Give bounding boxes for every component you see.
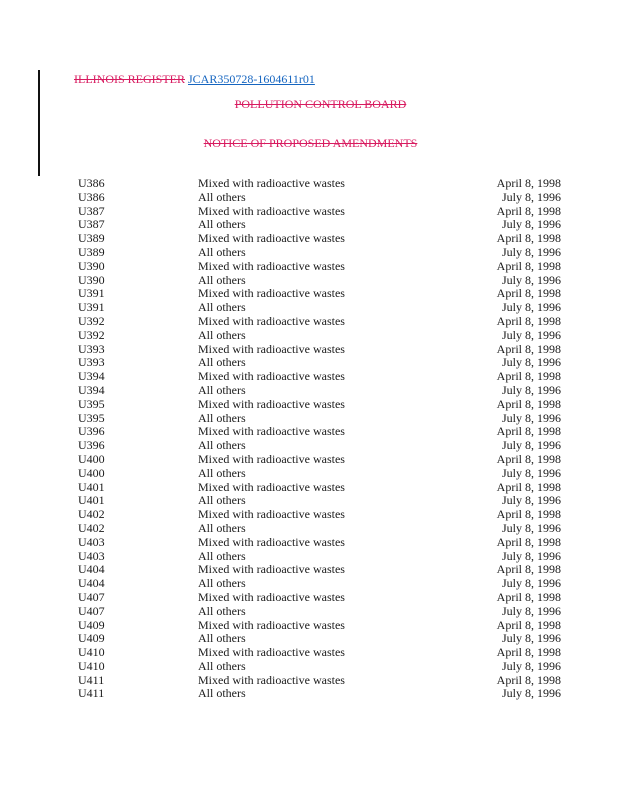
waste-description: Mixed with radioactive wastes — [198, 258, 345, 273]
revision-bar — [38, 70, 40, 176]
table-row — [0, 205, 621, 219]
waste-description: Mixed with radioactive wastes — [198, 589, 345, 604]
waste-description: Mixed with radioactive wastes — [198, 341, 345, 356]
waste-code: U400 — [78, 451, 105, 466]
effective-date: July 8, 1996 — [501, 244, 561, 259]
effective-date: July 8, 1996 — [501, 576, 561, 591]
effective-date: April 8, 1998 — [496, 396, 561, 411]
waste-code: U395 — [78, 410, 105, 425]
table-row — [0, 453, 621, 467]
notice-header — [0, 136, 621, 151]
waste-code: U409 — [78, 617, 105, 632]
table-row — [0, 356, 621, 370]
effective-date: July 8, 1996 — [501, 410, 561, 425]
effective-date: April 8, 1998 — [496, 203, 561, 218]
effective-date: July 8, 1996 — [501, 438, 561, 453]
effective-date: July 8, 1996 — [501, 548, 561, 563]
effective-date: July 8, 1996 — [501, 272, 561, 287]
waste-code: U403 — [78, 534, 105, 549]
waste-description: All others — [198, 217, 246, 232]
waste-code: U401 — [78, 479, 105, 494]
waste-description: All others — [198, 576, 246, 591]
table-row — [0, 191, 621, 205]
table-row — [0, 274, 621, 288]
waste-code-table — [0, 177, 621, 701]
table-row — [0, 398, 621, 412]
table-row — [0, 329, 621, 343]
waste-description: Mixed with radioactive wastes — [198, 451, 345, 466]
waste-code: U390 — [78, 258, 105, 273]
waste-code: U395 — [78, 396, 105, 411]
waste-code: U404 — [78, 562, 105, 577]
waste-description: Mixed with radioactive wastes — [198, 313, 345, 328]
waste-description: All others — [198, 631, 246, 646]
board-title-struck: POLLUTION CONTROL BOARD — [234, 97, 407, 111]
waste-code: U403 — [78, 548, 105, 563]
waste-code: U407 — [78, 603, 105, 618]
waste-code: U396 — [78, 424, 105, 439]
waste-description: All others — [198, 520, 246, 535]
jcar-reference-inserted: JCAR350728-1604611r01 — [188, 72, 315, 86]
table-row — [0, 481, 621, 495]
effective-date: April 8, 1998 — [496, 313, 561, 328]
waste-code: U410 — [78, 645, 105, 660]
register-title-struck: ILLINOIS REGISTER — [74, 72, 185, 86]
waste-code: U391 — [78, 286, 105, 301]
waste-code: U393 — [78, 355, 105, 370]
waste-code: U389 — [78, 231, 105, 246]
waste-code: U409 — [78, 631, 105, 646]
effective-date: April 8, 1998 — [496, 507, 561, 522]
effective-date: April 8, 1998 — [496, 672, 561, 687]
waste-code: U391 — [78, 300, 105, 315]
table-row — [0, 660, 621, 674]
waste-code: U411 — [78, 686, 105, 701]
table-row — [0, 494, 621, 508]
table-row — [0, 646, 621, 660]
table-row — [0, 260, 621, 274]
effective-date: April 8, 1998 — [496, 258, 561, 273]
effective-date: April 8, 1998 — [496, 645, 561, 660]
notice-title-struck: NOTICE OF PROPOSED AMENDMENTS — [203, 136, 418, 150]
effective-date: April 8, 1998 — [496, 176, 561, 190]
effective-date: July 8, 1996 — [501, 300, 561, 315]
waste-description: All others — [198, 189, 246, 204]
waste-code: U392 — [78, 313, 105, 328]
waste-code: U402 — [78, 520, 105, 535]
waste-description: All others — [198, 410, 246, 425]
effective-date: July 8, 1996 — [501, 327, 561, 342]
effective-date: April 8, 1998 — [496, 341, 561, 356]
table-row — [0, 674, 621, 688]
waste-description: All others — [198, 355, 246, 370]
effective-date: July 8, 1996 — [501, 631, 561, 646]
effective-date: July 8, 1996 — [501, 355, 561, 370]
table-row — [0, 287, 621, 301]
waste-code: U396 — [78, 438, 105, 453]
table-row — [0, 536, 621, 550]
waste-code: U387 — [78, 217, 105, 232]
table-row — [0, 632, 621, 646]
effective-date: April 8, 1998 — [496, 231, 561, 246]
waste-description: All others — [198, 272, 246, 287]
table-row — [0, 412, 621, 426]
table-row — [0, 343, 621, 357]
waste-description: All others — [198, 300, 246, 315]
waste-description: Mixed with radioactive wastes — [198, 617, 345, 632]
waste-code: U386 — [78, 176, 105, 190]
waste-description: Mixed with radioactive wastes — [198, 534, 345, 549]
effective-date: July 8, 1996 — [501, 382, 561, 397]
waste-code: U404 — [78, 576, 105, 591]
effective-date: July 8, 1996 — [501, 520, 561, 535]
effective-date: April 8, 1998 — [496, 286, 561, 301]
waste-description: Mixed with radioactive wastes — [198, 369, 345, 384]
waste-code: U390 — [78, 272, 105, 287]
waste-description: Mixed with radioactive wastes — [198, 396, 345, 411]
table-row — [0, 232, 621, 246]
table-row — [0, 591, 621, 605]
waste-code: U410 — [78, 658, 105, 673]
waste-code: U411 — [78, 672, 105, 687]
waste-code: U386 — [78, 189, 105, 204]
waste-description: All others — [198, 382, 246, 397]
waste-description: All others — [198, 493, 246, 508]
table-row — [0, 301, 621, 315]
table-row — [0, 384, 621, 398]
table-row — [0, 315, 621, 329]
waste-description: Mixed with radioactive wastes — [198, 645, 345, 660]
waste-description: All others — [198, 244, 246, 259]
table-row — [0, 508, 621, 522]
table-row — [0, 370, 621, 384]
effective-date: July 8, 1996 — [501, 658, 561, 673]
waste-description: All others — [198, 686, 246, 701]
table-row — [0, 439, 621, 453]
waste-description: All others — [198, 603, 246, 618]
waste-code: U393 — [78, 341, 105, 356]
waste-description: All others — [198, 548, 246, 563]
waste-description: Mixed with radioactive wastes — [198, 562, 345, 577]
table-row — [0, 577, 621, 591]
effective-date: April 8, 1998 — [496, 617, 561, 632]
waste-code: U394 — [78, 382, 105, 397]
waste-code: U407 — [78, 589, 105, 604]
table-row — [0, 467, 621, 481]
table-row — [0, 563, 621, 577]
waste-code: U402 — [78, 507, 105, 522]
table-row — [0, 177, 621, 191]
waste-description: Mixed with radioactive wastes — [198, 507, 345, 522]
table-row — [0, 619, 621, 633]
waste-code: U394 — [78, 369, 105, 384]
waste-description: All others — [198, 327, 246, 342]
waste-description: Mixed with radioactive wastes — [198, 203, 345, 218]
effective-date: April 8, 1998 — [496, 589, 561, 604]
waste-description: Mixed with radioactive wastes — [198, 231, 345, 246]
effective-date: April 8, 1998 — [496, 534, 561, 549]
effective-date: April 8, 1998 — [496, 479, 561, 494]
table-row — [0, 246, 621, 260]
effective-date: July 8, 1996 — [501, 493, 561, 508]
waste-code: U387 — [78, 203, 105, 218]
effective-date: July 8, 1996 — [501, 217, 561, 232]
table-row — [0, 550, 621, 564]
waste-description: Mixed with radioactive wastes — [198, 176, 345, 190]
table-row — [0, 425, 621, 439]
effective-date: July 8, 1996 — [501, 465, 561, 480]
waste-description: Mixed with radioactive wastes — [198, 424, 345, 439]
waste-code: U400 — [78, 465, 105, 480]
effective-date: July 8, 1996 — [501, 189, 561, 204]
waste-code: U401 — [78, 493, 105, 508]
waste-description: Mixed with radioactive wastes — [198, 672, 345, 687]
waste-code: U392 — [78, 327, 105, 342]
effective-date: April 8, 1998 — [496, 562, 561, 577]
board-header — [0, 97, 621, 112]
table-row — [0, 218, 621, 232]
effective-date: July 8, 1996 — [501, 686, 561, 701]
effective-date: April 8, 1998 — [496, 451, 561, 466]
waste-description: Mixed with radioactive wastes — [198, 286, 345, 301]
waste-description: All others — [198, 438, 246, 453]
waste-description: All others — [198, 465, 246, 480]
waste-description: All others — [198, 658, 246, 673]
effective-date: April 8, 1998 — [496, 424, 561, 439]
table-row — [0, 687, 621, 701]
waste-code: U389 — [78, 244, 105, 259]
table-row — [0, 522, 621, 536]
effective-date: July 8, 1996 — [501, 603, 561, 618]
table-row — [0, 605, 621, 619]
register-header — [74, 72, 315, 87]
waste-description: Mixed with radioactive wastes — [198, 479, 345, 494]
effective-date: April 8, 1998 — [496, 369, 561, 384]
